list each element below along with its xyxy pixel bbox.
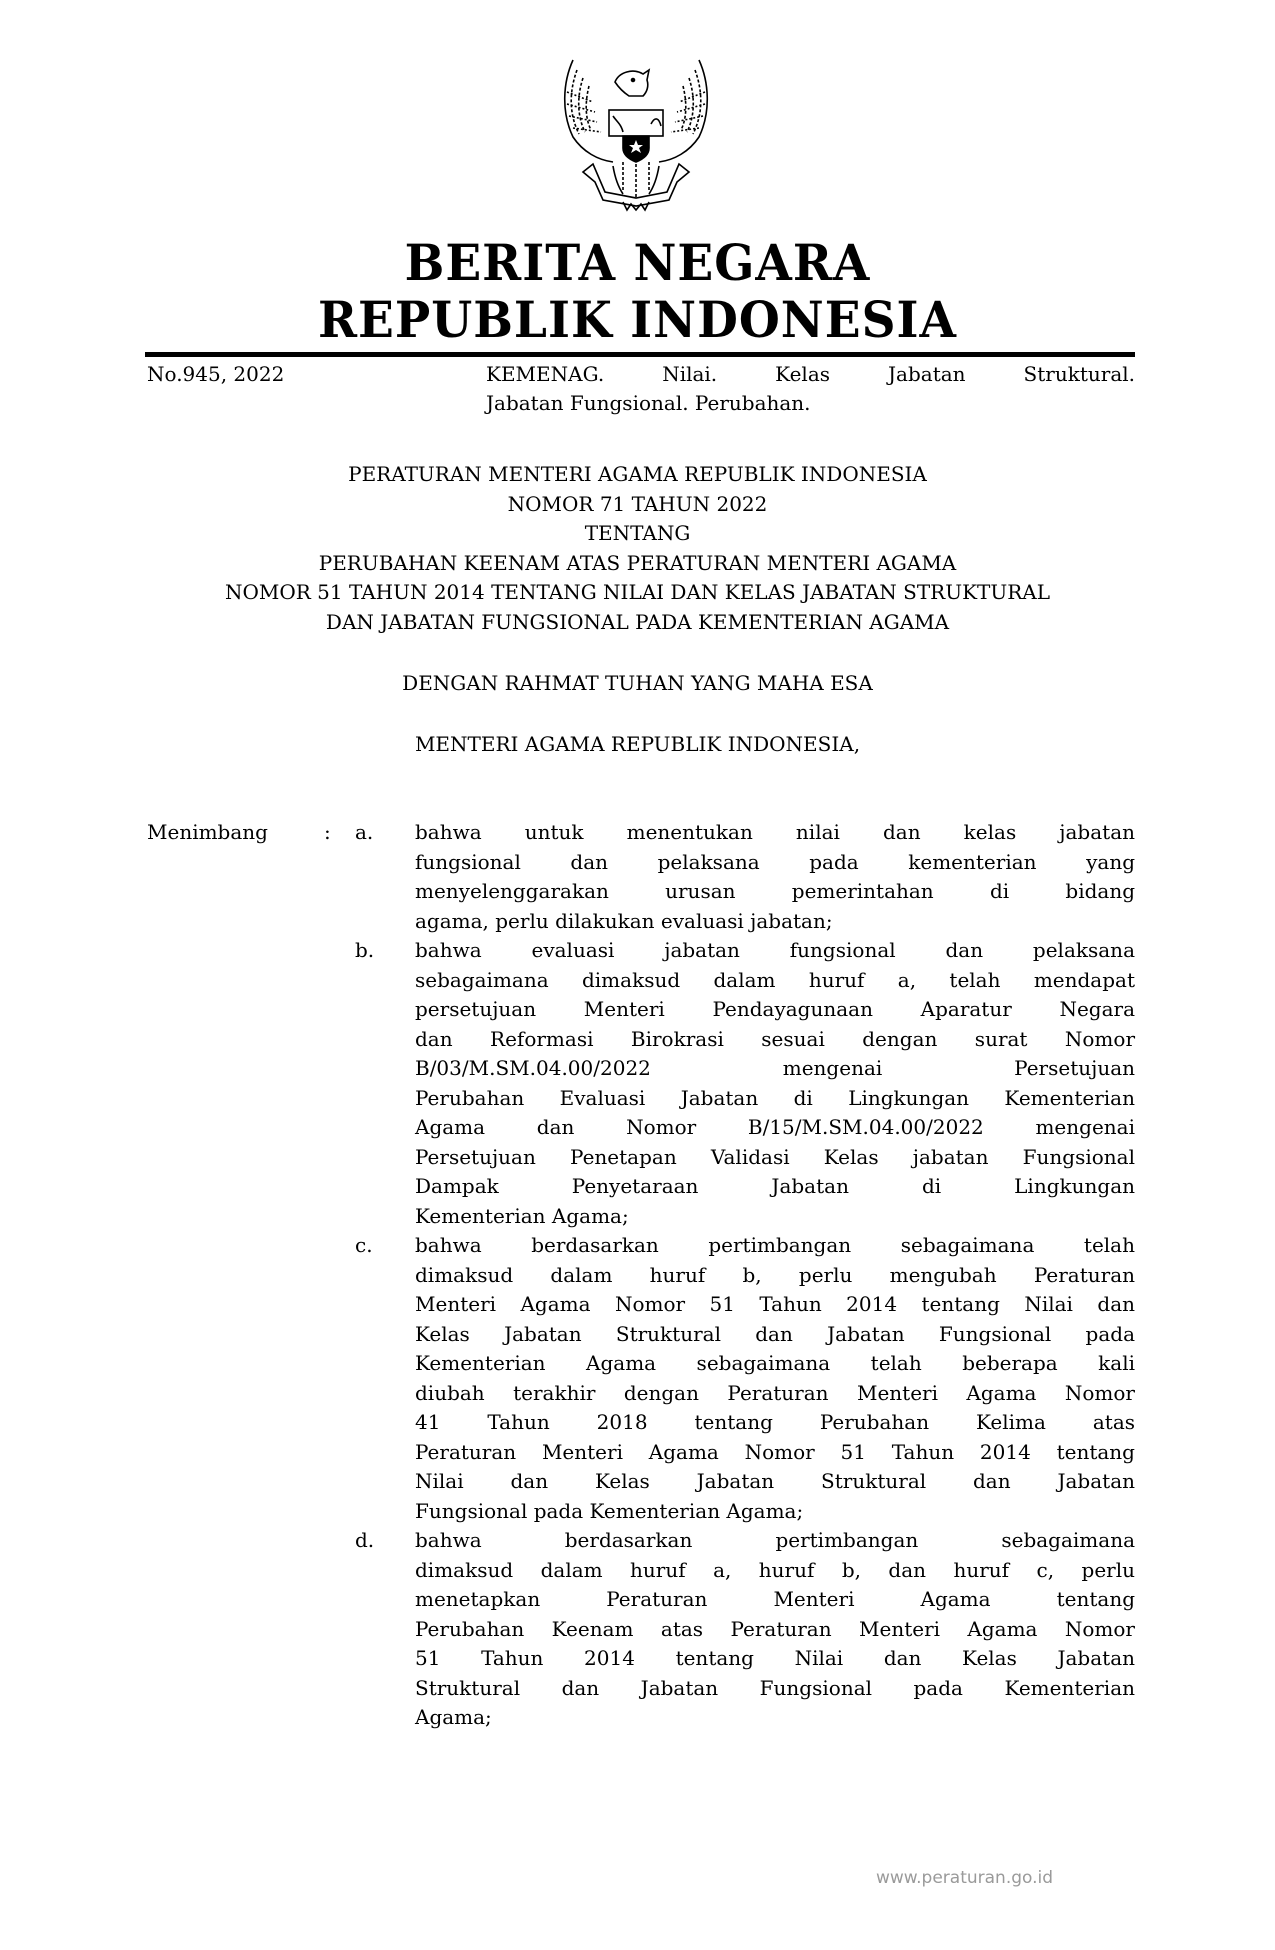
consideration-text-line: bahwa evaluasi jabatan fungsional dan pelaksana — [415, 938, 1135, 962]
consideration-text-line: agama, perlu dilakukan evaluasi jabatan; — [415, 908, 833, 933]
consideration-item-text — [415, 936, 1135, 1231]
considerations-colon: : — [324, 820, 331, 844]
consideration-item-text — [415, 818, 1135, 936]
consideration-text-line: Agama; — [415, 1705, 492, 1729]
consideration-text-line: 41 Tahun 2018 tentang Perubahan Kelima atas — [415, 1410, 1135, 1434]
consideration-text-line: dimaksud dalam huruf a, huruf b, dan huruf c, perlu — [415, 1557, 1135, 1582]
consideration-text-line: Fungsional pada Kementerian Agama; — [415, 1498, 804, 1523]
masthead-divider — [145, 352, 1135, 357]
masthead-title-line1: BERITA NEGARA — [404, 234, 871, 293]
consideration-text-line: Kementerian Agama sebagaimana telah beberapa kali — [415, 1351, 1135, 1375]
consideration-text-line: Persetujuan Penetapan Validasi Kelas jabatan Fungsional — [415, 1144, 1135, 1169]
decree-title-line: PERATURAN MENTERI AGAMA REPUBLIK INDONESIA — [348, 462, 927, 486]
decree-title-line: DAN JABATAN FUNGSIONAL PADA KEMENTERIAN AGAMA — [325, 609, 950, 634]
decree-title — [0, 460, 1275, 637]
consideration-text-line: sebagaimana dimaksud dalam huruf a, telah mendapat — [415, 967, 1135, 992]
consideration-text-line: Kementerian Agama; — [415, 1203, 629, 1228]
consideration-text-line: fungsional dan pelaksana pada kementerian yang — [415, 849, 1135, 874]
decree-title-line: NOMOR 51 TAHUN 2014 TENTANG NILAI DAN KELAS JABATAN STRUKTURAL — [224, 580, 1051, 604]
considerations-list — [0, 818, 1275, 1733]
consideration-text-line: Kelas Jabatan Struktural dan Jabatan Fungsional pada — [415, 1321, 1135, 1346]
minister-line: MENTERI AGAMA REPUBLIK INDONESIA, — [414, 732, 861, 756]
consideration-item-text — [415, 1526, 1135, 1733]
consideration-text-line: diubah terakhir dengan Peraturan Menteri Agama Nomor — [415, 1380, 1135, 1405]
masthead-title-line2: REPUBLIK INDONESIA — [317, 291, 957, 350]
consideration-item-letter: c. — [355, 1233, 373, 1257]
consideration-text-line: Struktural dan Jabatan Fungsional pada Kementerian — [415, 1675, 1135, 1700]
consideration-text-line: Perubahan Keenam atas Peraturan Menteri Agama Nomor — [415, 1616, 1135, 1641]
consideration-text-line: bahwa berdasarkan pertimbangan sebagaimana — [415, 1528, 1135, 1552]
consideration-text-line: 51 Tahun 2014 tentang Nilai dan Kelas Jabatan — [415, 1646, 1135, 1670]
consideration-item-text — [415, 1231, 1135, 1526]
consideration-text-line: Menteri Agama Nomor 51 Tahun 2014 tentang Nilai dan — [415, 1292, 1135, 1316]
consideration-item — [0, 1231, 1275, 1526]
consideration-text-line: Perubahan Evaluasi Jabatan di Lingkungan Kementerian — [415, 1085, 1135, 1110]
decree-title-line: NOMOR 71 TAHUN 2022 — [507, 491, 768, 516]
consideration-text-line: bahwa untuk menentukan nilai dan kelas jabatan — [415, 820, 1135, 844]
consideration-text-line: Peraturan Menteri Agama Nomor 51 Tahun 2014 tentang — [415, 1439, 1135, 1464]
consideration-item — [0, 936, 1275, 1231]
decree-title-line: TENTANG — [584, 521, 691, 545]
consideration-item-letter: d. — [355, 1528, 375, 1552]
consideration-item — [0, 1526, 1275, 1733]
consideration-text-line: persetujuan Menteri Pendayagunaan Aparatur Negara — [415, 997, 1135, 1021]
gazette-number: No.945, 2022 — [147, 362, 285, 386]
consideration-item-letter: a. — [355, 820, 374, 844]
consideration-text-line: dimaksud dalam huruf b, perlu mengubah Peraturan — [415, 1262, 1135, 1287]
gazette-topic-line1: KEMENAG. Nilai. Kelas Jabatan Struktural. — [486, 362, 1135, 386]
consideration-text-line: Nilai dan Kelas Jabatan Struktural dan Jabatan — [415, 1469, 1135, 1493]
consideration-text-line: B/03/M.SM.04.00/2022 mengenai Persetujuan — [415, 1056, 1135, 1080]
gazette-topic — [486, 360, 1135, 418]
consideration-text-line: Agama dan Nomor B/15/M.SM.04.00/2022 mengenai — [415, 1115, 1135, 1139]
consideration-text-line: menetapkan Peraturan Menteri Agama tentang — [415, 1587, 1135, 1611]
consideration-item — [0, 818, 1275, 936]
footer-website-url[interactable]: www.peraturan.go.id — [876, 1868, 1054, 1888]
blessing-line: DENGAN RAHMAT TUHAN YANG MAHA ESA — [402, 671, 873, 695]
considerations-label: Menimbang — [147, 820, 268, 844]
decree-title-line: PERUBAHAN KEENAM ATAS PERATURAN MENTERI AGAMA — [318, 550, 957, 575]
consideration-text-line: Dampak Penyetaraan Jabatan di Lingkungan — [415, 1174, 1135, 1198]
gazette-topic-line2: Jabatan Fungsional. Perubahan. — [486, 391, 811, 415]
consideration-text-line: bahwa berdasarkan pertimbangan sebagaimana telah — [415, 1233, 1135, 1257]
consideration-text-line: dan Reformasi Birokrasi sesuai dengan surat Nomor — [415, 1026, 1135, 1051]
garuda-pancasila-emblem-icon — [553, 52, 719, 212]
consideration-text-line: menyelenggarakan urusan pemerintahan di bidang — [415, 879, 1135, 903]
consideration-item-letter: b. — [355, 938, 375, 962]
